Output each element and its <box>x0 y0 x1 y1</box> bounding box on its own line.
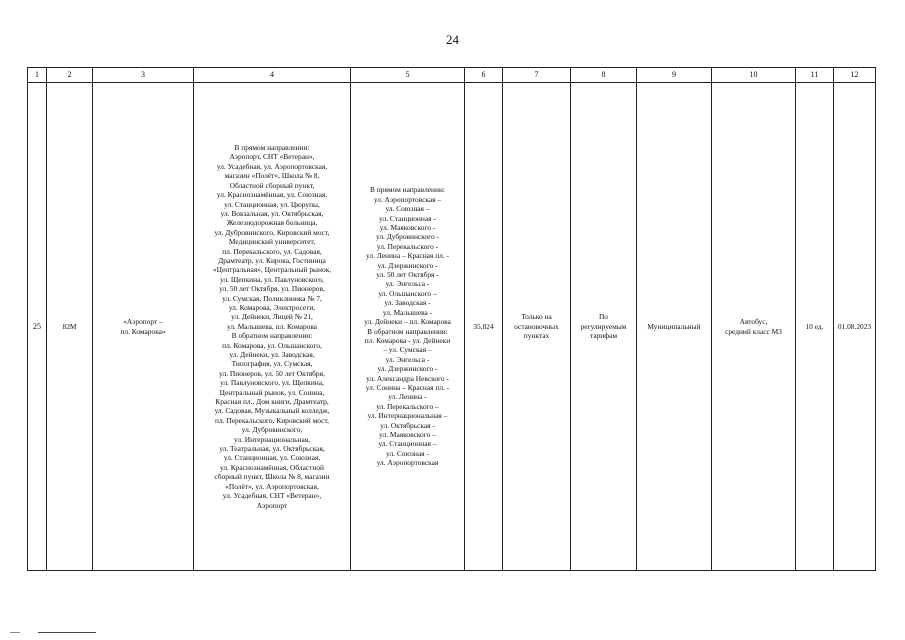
col-header-9: 9 <box>637 68 712 83</box>
col-header-1: 1 <box>28 68 47 83</box>
col-header-11: 11 <box>796 68 834 83</box>
page-number: 24 <box>446 32 459 47</box>
stops-cell: В прямом направлении: Аэропорт, СНТ «Ветеран», ул. Усадебная, ул. Аэропортовская, магазин «Полёт», Школа № 8, Областной сборный пункт, ул. Краснознамённая, ул. Союзная, ул. Станционная, ул. Цюрупы, ул. Вокзальная, ул. Октябрьская, Железнодорожная больница, ул. Дубровинского, Кировский мост, Медицинский университет, пл. Перекальского, ул. Садовая, Драмтеатр, ул. Кирова, Гостиница «Центральная», Центральный рынок, ул. Щепкина, ул. Павлуновского, ул. 50 лет Октября, ул. Пионеров, ул. Сумская, Поликлиника № 7, ул. Комарова, Электросети, ул. Дейнеки, Лицей № 21, ул. Малышева, пл. Комарова В обратном направлении: пл. Комарова, ул. Ольшанского, ул. Дейнеки, ул. Заводская, Типография, ул. Сумская, ул. Пионеров, ул. 50 лет Октября, ул. Павлуновского, ул. Щепкина, Центральный рынок, ул. Сонина, Красная пл., Дом книги, Драмтеатр, ул. Садовая, Музыкальный колледж, пл. Перекальского, Кировский мост, ул. Дубровинского, ул. Интернациональная, ул. Театральная, ул. Октябрьская, ул. Станционная, ул. Союзная, ул. Краснознамённая, Областной сборный пункт, Школа № 8, магазин «Полёт», ул. Аэропортовская, ул. Усадебная, СНТ «Ветеран», Аэропорт <box>194 83 351 571</box>
col-header-2: 2 <box>47 68 93 83</box>
col-header-10: 10 <box>712 68 796 83</box>
fare-cell: По регулируемым тарифам <box>571 83 637 571</box>
col-header-3: 3 <box>93 68 194 83</box>
col-header-12: 12 <box>834 68 876 83</box>
route-name-cell: «Аэропорт – пл. Комарова» <box>93 83 194 571</box>
footnote-rule <box>38 632 96 633</box>
route-table <box>27 67 876 571</box>
col-header-6: 6 <box>465 68 503 83</box>
footnote-dash <box>10 632 20 633</box>
header-row <box>28 68 876 83</box>
streets-cell: В прямом направлении: ул. Аэропортовская – ул. Союзная – ул. Станционная - ул. Маяковского - ул. Дубровинского - ул. Перекальского - ул. Ленина – Красная пл. - ул. Дзержинского - ул. 50 лет Октября - ул. Энгельса - ул. Ольшанского – ул. Заводская - ул. Малышева - ул. Дейнеки – пл. Комарова В обратном направлении: пл. Комарова - ул. Дейнеки – ул. Сумская – ул. Энгельса - ул. Дзержинского - ул. Александра Невского - ул. Сонина – Красная пл. - ул. Ленина - ул. Перекальского – ул. Интернациональная – ул. Октябрьская - ул. Маяковского – ул. Станционная – ул. Союзная - ул. Аэропортовская <box>351 83 465 571</box>
boarding-cell: Только на остановочных пунктах <box>503 83 571 571</box>
col-header-7: 7 <box>503 68 571 83</box>
col-header-8: 8 <box>571 68 637 83</box>
reg-number-cell: 25 <box>28 83 47 571</box>
start-date-cell: 01.08.2023 <box>834 83 876 571</box>
table-row <box>28 83 876 571</box>
length-cell: 35,824 <box>465 83 503 571</box>
vehicle-cell: Автобус, средний класс М3 <box>712 83 796 571</box>
vehicle-count-cell: 10 ед. <box>796 83 834 571</box>
route-type-cell: Муниципальный <box>637 83 712 571</box>
col-header-5: 5 <box>351 68 465 83</box>
col-header-4: 4 <box>194 68 351 83</box>
route-number-cell: 82М <box>47 83 93 571</box>
